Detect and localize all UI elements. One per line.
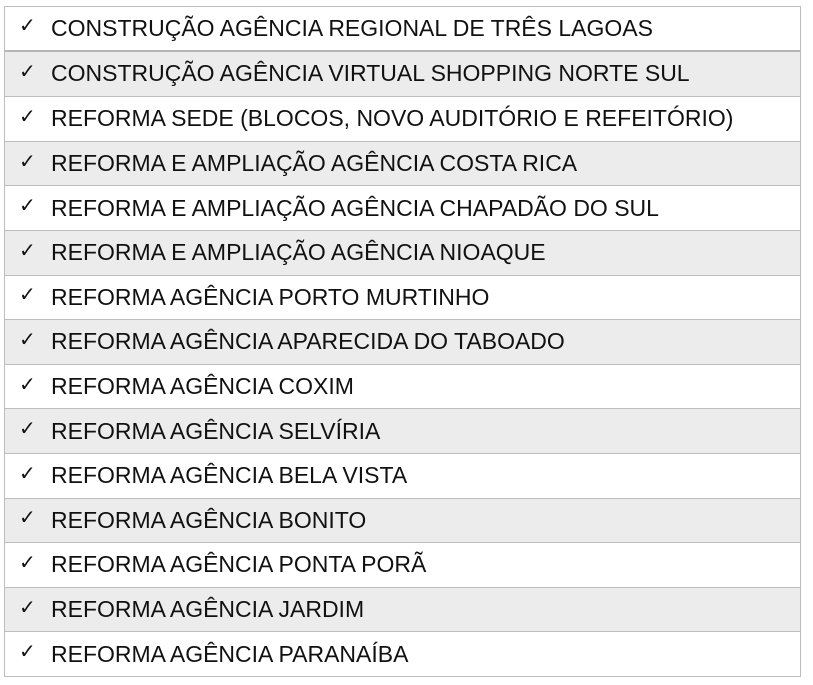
checkmark-icon: ✓ — [19, 148, 36, 173]
list-item — [5, 230, 800, 275]
list-item-label: REFORMA E AMPLIAÇÃO AGÊNCIA COSTA RICA — [51, 150, 578, 177]
list-item — [5, 364, 800, 409]
list-item — [5, 52, 800, 97]
list-item — [5, 185, 800, 230]
checkmark-icon: ✓ — [19, 505, 36, 530]
checkmark-icon: ✓ — [19, 639, 36, 664]
checkmark-icon: ✓ — [19, 326, 36, 351]
checkmark-icon: ✓ — [19, 460, 36, 485]
checkmark-icon: ✓ — [19, 58, 36, 83]
list-item-label: REFORMA AGÊNCIA BELA VISTA — [51, 462, 408, 489]
list-item — [5, 96, 800, 141]
list-item-label: REFORMA E AMPLIAÇÃO AGÊNCIA CHAPADÃO DO SUL — [51, 194, 659, 221]
list-item-label: REFORMA AGÊNCIA SELVÍRIA — [51, 417, 381, 444]
list-item — [5, 319, 800, 364]
checkmark-icon: ✓ — [19, 282, 36, 307]
list-item-label: REFORMA AGÊNCIA PARANAÍBA — [51, 640, 409, 667]
list-item — [5, 7, 800, 52]
checkmark-icon: ✓ — [19, 103, 36, 128]
list-item — [5, 141, 800, 186]
checkmark-icon: ✓ — [19, 237, 36, 262]
list-item — [5, 631, 800, 676]
checkmark-icon: ✓ — [19, 416, 36, 441]
checkmark-icon: ✓ — [19, 594, 36, 619]
checklist — [4, 6, 801, 677]
checkmark-icon: ✓ — [19, 549, 36, 574]
list-item-label: REFORMA E AMPLIAÇÃO AGÊNCIA NIOAQUE — [51, 239, 546, 266]
list-item — [5, 408, 800, 453]
checkmark-icon: ✓ — [19, 193, 36, 218]
list-item-label: REFORMA AGÊNCIA PORTO MURTINHO — [51, 283, 490, 310]
list-item-label: REFORMA AGÊNCIA COXIM — [51, 373, 354, 400]
list-item-label: CONSTRUÇÃO AGÊNCIA REGIONAL DE TRÊS LAGOAS — [51, 14, 653, 41]
list-item — [5, 453, 800, 498]
list-item — [5, 587, 800, 632]
list-item-label: CONSTRUÇÃO AGÊNCIA VIRTUAL SHOPPING NORTE SUL — [51, 60, 690, 87]
checkmark-icon: ✓ — [19, 371, 36, 396]
list-item-label: REFORMA AGÊNCIA APARECIDA DO TABOADO — [51, 328, 565, 355]
list-item — [5, 542, 800, 587]
list-item-label: REFORMA AGÊNCIA JARDIM — [51, 596, 365, 623]
checkmark-icon: ✓ — [19, 13, 36, 38]
list-item-label: REFORMA AGÊNCIA BONITO — [51, 506, 367, 533]
list-item — [5, 275, 800, 320]
list-item-label: REFORMA AGÊNCIA PONTA PORÃ — [51, 551, 427, 578]
list-item — [5, 498, 800, 543]
list-item-label: REFORMA SEDE (BLOCOS, NOVO AUDITÓRIO E REFEITÓRIO) — [51, 105, 734, 132]
